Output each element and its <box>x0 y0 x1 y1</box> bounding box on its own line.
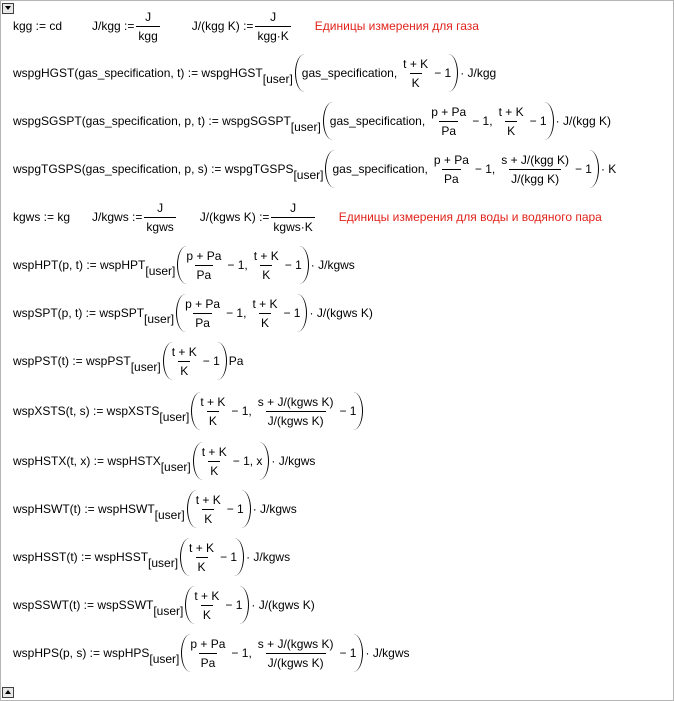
fraction-numerator: p + Pa <box>185 296 221 311</box>
fraction-numerator: t + K <box>194 588 220 603</box>
expression-text: kgws := kg <box>13 210 71 224</box>
equation-row[interactable] <box>13 489 297 529</box>
fraction-denominator: K <box>260 265 272 282</box>
user-subscript: [user] <box>154 508 185 522</box>
fraction-denominator: Pa <box>442 169 461 186</box>
expression-text: · J/kgws <box>365 646 410 660</box>
expression-text: · J/kgws <box>252 502 297 516</box>
expression-text: · J/kgg <box>460 66 497 80</box>
parenthesized-arguments <box>180 538 244 576</box>
section-comment: Единицы измерения для воды и водяного пара <box>338 210 602 224</box>
expression-text: − 1, <box>474 162 496 176</box>
fraction <box>256 637 336 670</box>
fraction <box>192 589 221 622</box>
fraction <box>432 153 471 186</box>
equation-row[interactable] <box>13 585 315 625</box>
fraction-numerator: t + K <box>171 344 197 359</box>
expression-text: − 1, <box>226 306 247 320</box>
fraction-denominator: Pa <box>439 121 458 138</box>
parenthesized-arguments <box>187 490 251 528</box>
expression-text: wspgTGSPS(gas_specification, p, s) := wspgTGSPS <box>13 162 294 176</box>
expression-text: gas_specification, <box>332 162 428 176</box>
expression-text: wspHSST(t) := wspHSST <box>13 550 149 564</box>
expression-text: − 1, <box>231 646 252 660</box>
fraction <box>170 345 199 378</box>
fraction <box>136 10 159 43</box>
fraction-numerator: t + K <box>403 56 429 71</box>
fraction-numerator: t + K <box>253 248 279 263</box>
expression-text: gas_specification, <box>329 114 426 128</box>
expression-text: − 1, <box>231 404 252 418</box>
fraction-numerator: t + K <box>195 492 221 507</box>
expression-text: wspSPT(p, t) := wspSPT <box>13 306 145 320</box>
expression-text: · J/(kgws K) <box>309 306 373 320</box>
fraction <box>256 395 336 428</box>
expression-text: wspPST(t) := wspPST <box>13 354 131 368</box>
equation-row[interactable] <box>13 633 410 673</box>
expression-text: J/(kgg K) := <box>191 19 254 33</box>
fraction-numerator: t + K <box>201 444 227 459</box>
user-subscript: [user] <box>130 360 161 374</box>
fraction-numerator: p + Pa <box>431 104 467 119</box>
parenthesized-arguments <box>191 392 363 430</box>
parenthesized-arguments <box>177 246 308 284</box>
fraction-denominator: kgg <box>136 26 159 43</box>
fraction-numerator: t + K <box>252 296 278 311</box>
fraction-denominator: Pa <box>195 265 214 282</box>
fraction <box>198 395 227 428</box>
expression-text: − 1 <box>339 404 357 418</box>
parenthesized-arguments <box>181 634 363 672</box>
expression-text: wspHPS(p, s) := wspHPS <box>13 646 150 660</box>
parenthesized-arguments <box>325 150 598 188</box>
expression-text: J/(kgws K) := <box>199 210 270 224</box>
fraction <box>252 249 281 282</box>
user-subscript: [user] <box>262 72 293 86</box>
equation-row[interactable] <box>13 341 243 381</box>
fraction-denominator: kgg·K <box>255 26 290 43</box>
expression-text: · J/(kgws K) <box>251 598 315 612</box>
user-subscript: [user] <box>148 556 179 570</box>
expression-text: − 1 <box>226 502 244 516</box>
expression-text: Pa <box>228 354 244 368</box>
equation-row[interactable] <box>13 53 496 93</box>
parenthesized-arguments <box>193 442 270 480</box>
expression-text: wspHPT(p, t) := wspHPT <box>13 258 146 272</box>
parenthesized-arguments <box>295 54 458 92</box>
expression-text: · J/kgws <box>271 454 316 468</box>
fraction-numerator: p + Pa <box>190 636 226 651</box>
fraction <box>255 10 290 43</box>
user-subscript: [user] <box>293 168 324 182</box>
user-subscript: [user] <box>160 460 191 474</box>
fraction <box>144 201 175 234</box>
parenthesized-arguments <box>323 102 554 140</box>
user-subscript: [user] <box>153 604 184 618</box>
fraction-numerator: t + K <box>189 540 215 555</box>
expression-text: − 1, <box>227 258 248 272</box>
expression-text: − 1, <box>472 114 493 128</box>
fraction-denominator: K <box>410 73 422 90</box>
fraction-numerator: J <box>157 200 164 215</box>
fraction-denominator: J/(kgg K) <box>509 169 561 186</box>
user-subscript: [user] <box>149 652 180 666</box>
expression-text: − 1 <box>202 354 220 368</box>
expression-text: · K <box>600 162 617 176</box>
region-collapse-bottom-icon[interactable] <box>2 687 14 698</box>
user-subscript: [user] <box>290 120 321 134</box>
fraction <box>499 153 571 186</box>
expression-text: − 1 <box>434 66 452 80</box>
expression-text: − 1 <box>339 646 357 660</box>
fraction-denominator: Pa <box>199 653 218 670</box>
fraction-denominator: J/(kgws K) <box>266 411 326 428</box>
fraction-numerator: t + K <box>200 394 226 409</box>
fraction-numerator: J <box>270 9 277 24</box>
fraction-denominator: Pa <box>193 313 212 330</box>
expression-text: − 1 <box>225 598 243 612</box>
expression-text: J/kgg := <box>92 19 135 33</box>
fraction-denominator: K <box>505 121 517 138</box>
expression-text: · J/(kgg K) <box>555 114 611 128</box>
fraction-numerator: s + J/(kgg K) <box>501 152 569 167</box>
fraction <box>184 249 223 282</box>
parenthesized-arguments <box>163 342 227 380</box>
fraction-numerator: s + J/(kgws K) <box>257 636 334 651</box>
expression-text: · J/kgws <box>310 258 355 272</box>
expression-text: wspXSTS(t, s) := wspXSTS <box>13 404 160 418</box>
fraction <box>401 57 430 90</box>
parenthesized-arguments <box>185 586 249 624</box>
expression-text: − 1 <box>283 306 301 320</box>
expression-text: · J/kgws <box>246 550 291 564</box>
user-subscript: [user] <box>145 264 176 278</box>
equation-row[interactable] <box>13 537 290 577</box>
fraction <box>183 297 222 330</box>
expression-text: − 1, x <box>232 454 263 468</box>
parenthesized-arguments <box>176 294 307 332</box>
fraction-numerator: t + K <box>498 104 524 119</box>
expression-text: − 1 <box>529 114 547 128</box>
fraction <box>271 201 314 234</box>
fraction-denominator: K <box>207 411 219 428</box>
expression-text: wspgSGSPT(gas_specification, p, t) := wspgSGSPT <box>13 114 291 128</box>
expression-text: − 1 <box>574 162 592 176</box>
fraction <box>188 637 227 670</box>
expression-text: gas_specification, <box>301 66 398 80</box>
fraction-denominator: K <box>196 557 208 574</box>
fraction <box>429 105 468 138</box>
fraction <box>250 297 279 330</box>
fraction <box>200 445 229 478</box>
fraction <box>187 541 216 574</box>
fraction <box>194 493 223 526</box>
fraction-denominator: K <box>259 313 271 330</box>
expression-text: wspHSTX(t, x) := wspHSTX <box>13 454 161 468</box>
fraction-denominator: K <box>202 509 214 526</box>
equation-row[interactable] <box>13 101 611 141</box>
fraction-numerator: p + Pa <box>433 152 469 167</box>
fraction <box>497 105 526 138</box>
fraction-denominator: kgws <box>144 217 175 234</box>
fraction-denominator: K <box>201 605 213 622</box>
fraction-numerator: J <box>145 9 152 24</box>
fraction-denominator: J/(kgws K) <box>266 653 326 670</box>
expression-text: wspSSWT(t) := wspSSWT <box>13 598 154 612</box>
equation-row[interactable] <box>13 245 355 285</box>
fraction-numerator: s + J/(kgws K) <box>257 394 334 409</box>
fraction-denominator: kgws·K <box>271 217 314 234</box>
user-subscript: [user] <box>159 410 190 424</box>
equation-row[interactable] <box>13 6 479 46</box>
section-comment: Единицы измерения для газа <box>314 19 479 33</box>
equation-row[interactable] <box>13 391 365 431</box>
expression-text: wspHSWT(t) := wspHSWT <box>13 502 155 516</box>
fraction-numerator: J <box>290 200 297 215</box>
equation-row[interactable] <box>13 293 373 333</box>
fraction-denominator: K <box>178 361 190 378</box>
fraction-numerator: p + Pa <box>186 248 222 263</box>
expression-text: kgg := cd <box>13 19 63 33</box>
user-subscript: [user] <box>144 312 175 326</box>
equation-row[interactable] <box>13 149 616 189</box>
expression-text: J/kgws := <box>92 210 143 224</box>
equation-row[interactable] <box>13 441 315 481</box>
equation-row[interactable] <box>13 197 602 237</box>
expression-text: − 1 <box>284 258 302 272</box>
fraction-denominator: K <box>208 461 220 478</box>
expression-text: − 1 <box>220 550 238 564</box>
expression-text: wspgHGST(gas_specification, t) := wspgHGST <box>13 66 263 80</box>
